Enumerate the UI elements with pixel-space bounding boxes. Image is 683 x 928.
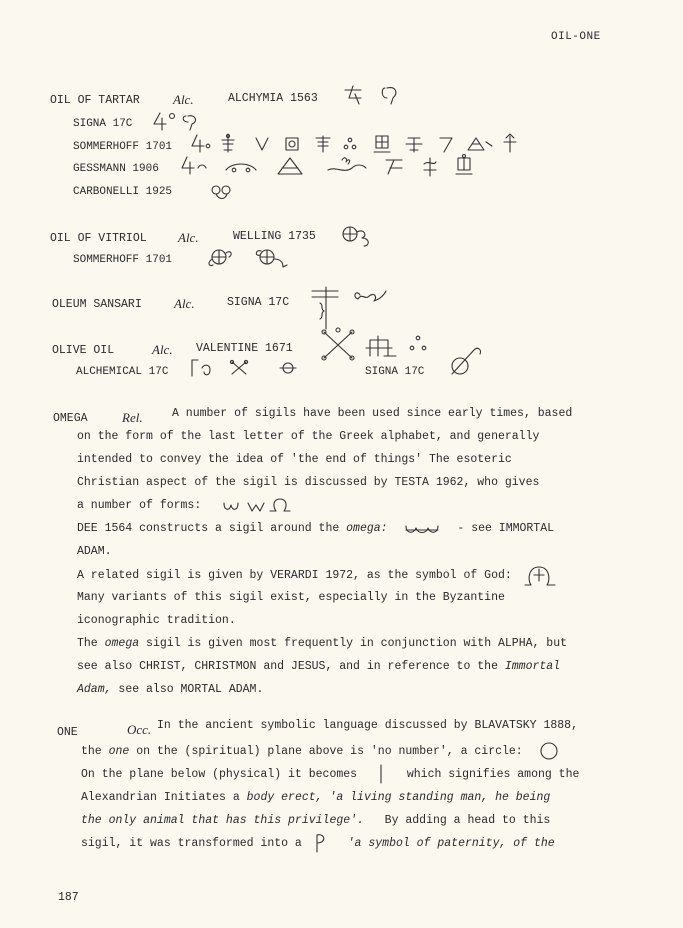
sigil-row-icon	[318, 326, 438, 366]
omega-sigil-icon	[404, 520, 440, 536]
variant-source: CARBONELLI 1925	[73, 186, 173, 198]
omega-line: A number of sigils have been used since early times, based	[172, 407, 573, 420]
entry-term: ONE	[57, 726, 78, 739]
entry-term: OLIVE OIL	[52, 344, 115, 357]
page-number: 187	[58, 891, 79, 904]
entry-source: VALENTINE 1671	[196, 342, 293, 355]
p-sigil-icon	[315, 833, 327, 853]
one-line: which signifies among the	[406, 768, 580, 781]
one-line: sigil, it was transformed into a	[81, 837, 302, 850]
omega-line: omega	[104, 637, 140, 650]
one-line: the only animal that has this privilege'.	[81, 814, 364, 827]
one-line: on the (spiritual) plane above is 'no number', a circle:	[136, 745, 523, 759]
sigil-icon	[209, 180, 239, 204]
entry-field: Rel.	[122, 410, 143, 425]
entry-term: OIL OF VITRIOL	[50, 232, 147, 245]
running-title: OIL-ONE	[551, 31, 601, 43]
entry-field: Occ.	[127, 722, 152, 737]
omega-line: Many variants of this sigil exist, especially in the Byzantine	[77, 591, 505, 604]
entry-term: OIL OF TARTAR	[50, 94, 140, 107]
variant-source: SIGNA 17C	[73, 118, 133, 130]
omega-line: A related sigil is given by VERARDI 1972, as the symbol of God:	[77, 569, 512, 583]
variant-source: ALCHEMICAL 17C	[76, 366, 169, 378]
omega-line: omega:	[346, 522, 388, 535]
entry-field: Alc.	[173, 92, 194, 107]
entry-field: Alc.	[152, 342, 173, 357]
omega-line: intended to convey the idea of 'the end of things' The esoteric	[77, 453, 512, 466]
one-line: By adding a head to this	[384, 814, 551, 827]
entry-source: SIGNA 17C	[227, 296, 290, 309]
vertical-stroke-icon	[378, 764, 384, 784]
omega-line: ADAM.	[77, 545, 112, 558]
god-sigil-icon	[523, 563, 563, 587]
sigil-row-icon	[205, 245, 315, 275]
one-line: body erect, 'a living standing man, he being	[246, 791, 551, 804]
sigil-icon	[343, 84, 413, 108]
sigil-row-icon	[190, 356, 310, 384]
omega-forms-icon	[222, 495, 292, 515]
sigil-icon	[446, 346, 486, 380]
variant-source: SOMMERHOFF 1701	[73, 254, 173, 266]
omega-line: a number of forms:	[77, 499, 202, 512]
entry-field: Alc.	[174, 296, 195, 311]
circle-icon	[538, 740, 560, 762]
omega-line: iconographic tradition.	[77, 614, 236, 627]
sigil-row-icon	[180, 154, 510, 182]
omega-line: see also MORTAL ADAM.	[118, 683, 264, 696]
entry-source: ALCHYMIA 1563	[228, 92, 318, 105]
entry-term: OLEUM SANSARI	[52, 298, 142, 311]
one-line: In the ancient symbolic language discussed by BLAVATSKY 1888,	[157, 719, 578, 732]
omega-line: Christian aspect of the sigil is discussed by TESTA 1962, who gives	[77, 476, 540, 489]
variant-source: SIGNA 17C	[365, 366, 425, 378]
one-line: the	[81, 745, 102, 759]
omega-line: Adam,	[77, 683, 112, 696]
omega-line: DEE 1564 constructs a sigil around the	[77, 522, 340, 535]
one-line: Alexandrian Initiates a	[81, 791, 240, 804]
omega-line: on the form of the last letter of the Greek alphabet, and generally	[77, 430, 540, 443]
variant-source: GESSMANN 1906	[73, 163, 159, 175]
omega-line: sigil is given most frequently in conjunction with ALPHA, but	[146, 637, 568, 650]
entry-source: WELLING 1735	[233, 230, 316, 243]
variant-source: SOMMERHOFF 1701	[73, 141, 173, 153]
omega-line: Immortal	[504, 660, 561, 673]
entry-field: Alc.	[178, 230, 199, 245]
omega-line: The	[77, 637, 98, 650]
entry-term: OMEGA	[53, 412, 88, 425]
sigil-icon	[340, 222, 380, 252]
sigil-icon	[152, 110, 212, 134]
omega-line: - see IMMORTAL	[457, 522, 555, 535]
one-line: one	[108, 745, 130, 759]
one-line: On the plane below (physical) it becomes	[81, 768, 358, 781]
omega-line: see also CHRIST, CHRISTMON and JESUS, and in reference to the	[77, 660, 498, 673]
one-line: 'a symbol of paternity, of the	[347, 837, 555, 850]
